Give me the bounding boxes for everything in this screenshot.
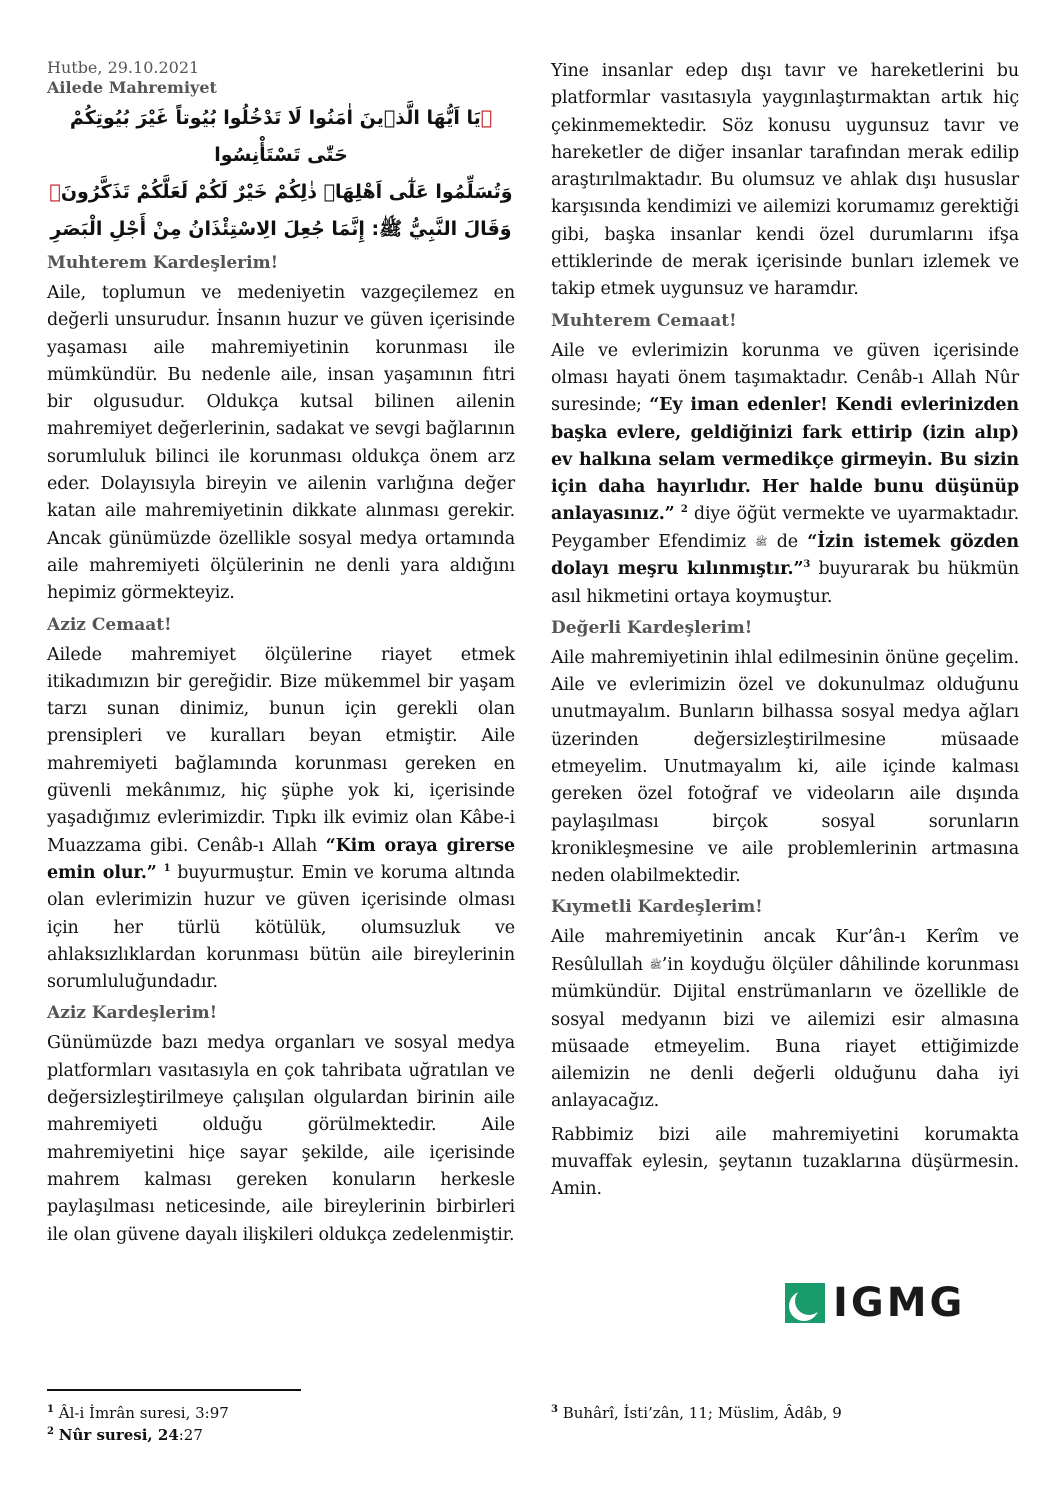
arabic-hadith-text: وَقَالَ النَّبِيُّ ﷺ: إِنَّمَا جُعِلَ الِاسْتِئْذَانُ مِنْ أَجْلِ الْبَصَرِ	[50, 218, 512, 240]
arabic-line-3	[47, 211, 515, 248]
sermon-title: Ailede Mahremiyet	[47, 78, 217, 97]
paragraph: Aile mahremiyetinin ihlal edilmesinin önüne geçelim. Aile ve evlerimizin özel ve dokunulmaz olduğunu unutmayalım. Bunların bilhassa sosyal medya ağları üzerinden değersizleştirilmesine müsaade etmeyelim. Unutmayalım ki, aile içinde kalması gereken özel fotoğraf ve videoların aile dışında paylaşılması birçok sosyal sorunların kronikleşmesine ve aile problemlerinin artmasına neden olabilmektedir.	[551, 647, 1019, 887]
quran-quote: “Ey iman edenler! Kendi evlerinizden başka evlere, geldiğinizi fark ettirip (izin alıp) ev halkına selam vermedikçe girmeyin. Bu sizin için daha hayırlıdır. Her halde bunu düşünüp anlayasınız.”	[551, 395, 1019, 525]
igmg-crescent-europe-icon	[785, 1283, 825, 1323]
footnote-text-bold: Nûr suresi, 24	[58, 1426, 179, 1444]
sermon-date: Hutbe, 29.10.2021	[47, 58, 200, 77]
arabic-text-1: يَا اَيُّهَا الَّذ۪ينَ اٰمَنُوا لَا تَدْخُلُوا بُيُوتاً غَيْرَ بُيُوتِكُمْ حَتّٰى تَسْتَأْنِسُوا	[69, 107, 481, 166]
footnote-2	[47, 1424, 203, 1446]
paragraph: Günümüzde bazı medya organları ve sosyal medya platformları vasıtasıyla en çok tahribata uğratılan ve değersizleştirilmeye çalışılan olgulardan birinin aile mahremiyeti olduğu görülmektedir. Aile mahremiyetini hiçe sayar şekilde, aile içerisinde mahrem kalması gereken konuların herkesle paylaşılması neticesinde, aile bireylerinin birbirleri ile olan güvene dayalı ilişkileri oldukça zedelenmiştir.	[47, 1033, 515, 1245]
footnote-number: 2	[47, 1426, 54, 1437]
footnote-text: Buhârî, İsti’zân, 11; Müslim, Âdâb, 9	[562, 1404, 842, 1422]
section-heading: Muhterem Kardeşlerim!	[47, 253, 279, 273]
arabic-text-2: وَتُسَلِّمُوا عَلٰٓى اَهْلِهَاۜ ذٰلِكُمْ خَيْرٌ لَكُمْ لَعَلَّكُمْ تَذَكَّرُونَ	[60, 181, 513, 203]
footnote-number: 1	[47, 1404, 54, 1415]
paragraph: Yine insanlar edep dışı tavır ve hareketlerini bu platformlar vasıtasıyla yaygınlaştırmaktan artık hiç çekinmemektedir. Söz konusu uygunsuz tavır ve hareketler de diğer insanlar tarafından merak edilip araştırılmaktadır. Bu olumsuz ve ahlak dışı hususlar karşısında kendimizi ve ailemizi korumamız gerektiği gibi, başka insanlar kendi özel durumlarını ifşa ettiklerinde de merak içerisinde bunları izlemek ve takip etmek uygunsuz ve haramdır.	[551, 61, 1019, 300]
arabic-verse	[47, 100, 515, 248]
text-span: buyurarak bu hükmün asıl hikmetini ortaya koymuştur.	[551, 559, 1019, 607]
footnote-text: Âl-i İmrân suresi, 3:97	[58, 1404, 229, 1422]
paragraph	[551, 924, 1019, 1115]
footnote-3	[551, 1402, 842, 1424]
paragraph: Aile, toplumun ve medeniyetin vazgeçilemez en değerli unsurudur. İnsanın huzur ve güven içerisinde yaşaması aile mahremiyetinin korunması ile mümkündür. Bu nedenle aile, insan yaşamının fıtri bir olgusudur. Oldukça kutsal bilinen ailenin mahremiyet değerlerinin, sadakat ve sevgi bağlarının sorumluluk bilinci ile korunması oldukça önem arz eder. Dolayısıyla bireyin ve ailenin varlığına değer katan aile mahremiyetinin dikkate alınması gerekir. Ancak günümüzde özellikle sosyal medya ortamında aile mahremiyeti ölçülerinin ne denli yara aldığını hepimiz görmekteyiz.	[47, 283, 515, 604]
section-heading: Kıymetli Kardeşlerim!	[551, 897, 763, 918]
section-heading: Değerli Kardeşlerim!	[551, 617, 753, 638]
text-span: diye öğüt vermekte ve uyarmaktadır. Peygamber Efendimiz	[551, 504, 1020, 552]
salawat-icon: ﷺ	[755, 536, 768, 548]
text-span: de	[767, 531, 808, 552]
paragraph	[551, 338, 1019, 611]
quran-bracket-open: ﴿	[480, 107, 493, 129]
text-span: buyurmuştur. Emin ve koruma altında olan evlerimizin huzur ve güven içerisinde olması için her türlü kötülük, olumsuzluk ve ahlaksızlıklardan korunması bütün aile bireylerinin sorumluluğundadır.	[47, 862, 515, 993]
igmg-logo	[785, 1282, 980, 1324]
footnote-ref[interactable]: 1	[163, 863, 171, 875]
hadith-quote: “İzin istemek gözden dolayı meşru kılınmıştır.”	[551, 531, 1019, 580]
section-heading: Muhterem Cemaat!	[551, 310, 737, 331]
footnote-ref[interactable]: 3	[803, 559, 811, 571]
footnote-divider	[47, 1389, 301, 1391]
text-span: Ailede mahremiyet ölçülerine riayet etmek itikadımızın bir gereğidir. Bize mükemmel bir yaşam tarzı sunan dinimiz, bunun için gerekli olan prensipleri ve kuralları beyan etmiştir. Aile mahremiyeti bağlamında korunması gereken en güvenli mekânımız, hiç şüphe yok ki, içerisinde yaşadığımız evlerimizdir. Tıpkı ilk evimiz olan Kâbe-i Muazzama gibi. Cenâb-ı Allah	[47, 644, 515, 856]
arabic-line-2	[47, 174, 515, 211]
quran-bracket-close: ﴾	[49, 181, 61, 203]
salawat-icon: ﷺ	[649, 959, 662, 971]
section-heading: Aziz Cemaat!	[47, 614, 172, 635]
text-span: Aile mahremiyetinin ancak Kur’ân-ı Kerîm ve Resûlullah	[551, 927, 1019, 975]
footnote-text: :27	[178, 1426, 203, 1444]
text-span: ’in koyduğu ölçüler dâhilinde korunması mümkündür. Dijital enstrümanların ve özellikle de sosyal medyanın bizi ve ailemizi esir almasına müsaade etmeyelim. Buna riayet ettiğimizde ailemizin ne denli değerli olduğunu daha iyi anlayacağız.	[551, 954, 1019, 1112]
logo-text: IGMG	[833, 1280, 966, 1326]
section-heading: Aziz Kardeşlerim!	[47, 1003, 218, 1024]
closing-prayer: Rabbimiz bizi aile mahremiyetini korumakta muvaffak eylesin, şeytanın tuzaklarına düşürmesin. Amin.	[551, 1124, 1019, 1200]
left-column	[47, 58, 515, 1255]
right-column	[551, 58, 1019, 1210]
footnote-ref[interactable]: 2	[680, 504, 688, 516]
text-span: Aile ve evlerimizin korunma ve güven içerisinde olması hayati önem taşımaktadır. Cenâb-ı Allah Nûr suresinde;	[551, 340, 1019, 416]
paragraph	[47, 642, 515, 997]
arabic-line-1	[47, 100, 515, 174]
quran-quote: “Kim oraya girerse emin olur.”	[47, 835, 515, 883]
footnote-number: 3	[551, 1404, 558, 1415]
footnote-1	[47, 1402, 229, 1424]
